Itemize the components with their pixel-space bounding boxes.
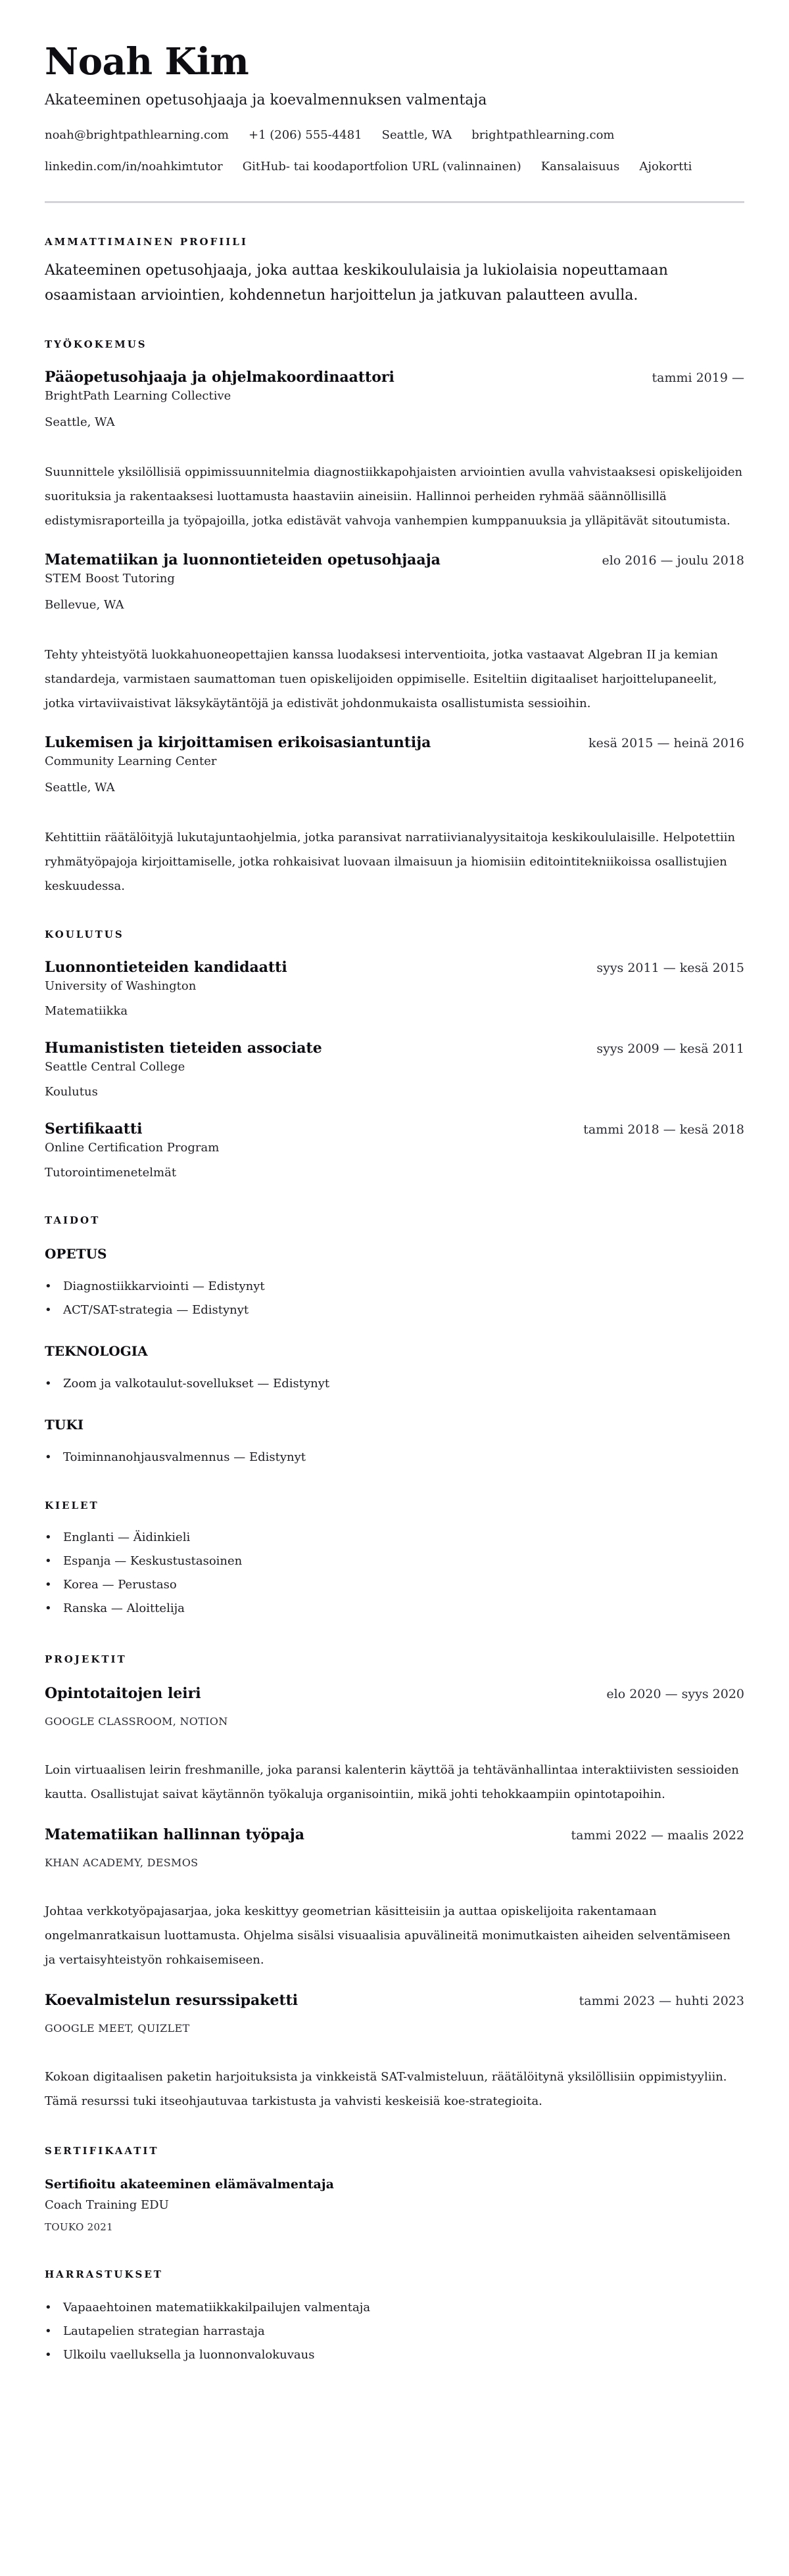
- section-title-hobbies: HARRASTUKSET: [45, 2268, 163, 2280]
- project-dates: tammi 2022 — maalis 2022: [571, 1828, 744, 1843]
- section-title-languages: KIELET: [45, 1500, 99, 1511]
- header-divider: [45, 201, 744, 203]
- language-item: • Englanti — Äidinkieli: [45, 1526, 744, 1550]
- projects-section: [45, 1652, 744, 2113]
- skill-list: [45, 1372, 744, 1396]
- hobby-item: • Lautapelien strategian harrastaja: [45, 2320, 744, 2343]
- certificate-name: Sertifioitu akateeminen elämävalmentaja: [45, 2177, 334, 2192]
- language-item: • Ranska — Aloittelija: [45, 1597, 744, 1621]
- skill-item: • ACT/SAT-strategia — Edistynyt: [45, 1299, 744, 1322]
- language-item: • Korea — Perustaso: [45, 1573, 744, 1597]
- field-of-study: Tutorointimenetelmät: [45, 1166, 177, 1180]
- certificates-section: [45, 2144, 744, 2234]
- section-title-profile: AMMATTIMAINEN PROFIILI: [45, 236, 248, 248]
- job-description: Kehtittiin räätälöityjä lukutajuntaohjelmia, jotka paransivat narratiivianalyysitaitoja keskikoululaisille. Helpotettiin ryhmätyöpajoja kirjoittamiselle, jotka rohkaisivat luovaan ilmaisuun ja hiomisiin editointitekniikoissa osallistujien keskuudessa.: [45, 831, 736, 893]
- project-name: Opintotaitojen leiri: [45, 1685, 201, 1702]
- skill-list: [45, 1446, 744, 1469]
- skill-item: • Zoom ja valkotaulut-sovellukset — Edistynyt: [45, 1372, 744, 1396]
- skill-list: [45, 1275, 744, 1322]
- section-title-projects: PROJEKTIT: [45, 1653, 127, 1665]
- school-name: Seattle Central College: [45, 1060, 185, 1074]
- degree-dates: syys 2011 — kesä 2015: [596, 961, 744, 975]
- project-tech: KHAN ACADEMY, DESMOS: [45, 1856, 199, 1869]
- contact-info: [45, 120, 744, 183]
- project-dates: tammi 2023 — huhti 2023: [579, 1994, 744, 2008]
- profile-summary: Akateeminen opetusohjaaja, joka auttaa keskikoululaisia ja lukiolaisia nopeuttamaan osaamistaan arviointien, kohdennetun harjoittelun ja jatkuvan palautteen avulla.: [45, 262, 668, 304]
- job-dates: kesä 2015 — heinä 2016: [588, 736, 744, 750]
- project-tech: GOOGLE CLASSROOM, NOTION: [45, 1715, 228, 1728]
- project-description: Loin virtuaalisen leirin freshmanille, joka paransi kalenterin käyttöä ja tehtävänhallintaa interaktiivisten sessioiden kautta. Osallistujat saivat käytännön työkaluja organisointiin, mikä johti tehokkaampiin opintotapoihin.: [45, 1763, 739, 1801]
- skills-section: [45, 1213, 744, 1469]
- hobbies-section: [45, 2267, 744, 2367]
- hobby-item: • Vapaaehtoinen matematiikkakilpailujen valmentaja: [45, 2296, 744, 2320]
- field-of-study: Matematiikka: [45, 1004, 128, 1018]
- language-list: [45, 1526, 744, 1621]
- job-location: Seattle, WA: [45, 781, 115, 794]
- project-description: Kokoan digitaalisen paketin harjoituksista ja vinkkeistä SAT-valmisteluun, räätälöitynä yksilöllisiin oppimistyyliin. Tämä resurssi tuki itseohjautuvaa tarkistusta ja vahvisti keskeisiä koe-strategioita.: [45, 2070, 727, 2108]
- education-entry: [45, 957, 744, 1020]
- contact-linkedin[interactable]: linkedin.com/in/noahkimtutor: [45, 160, 223, 173]
- hobby-list: [45, 2296, 744, 2367]
- job-description: Suunnittele yksilöllisiä oppimissuunnitelmia diagnostiikkapohjaisten arviointien avulla vahvistaaksesi opiskelijoiden suorituksia ja rakentaaksesi luottamusta haastaviin aineisiin. Hallinnoi perheiden ryhmää säännöllisillä edistymisraporteilla ja työpajoilla, jotka edistävät vahvoja vanhempien kumppanuuksia ja ylläpitävät sitoutumista.: [45, 465, 743, 528]
- contact-location: Seattle, WA: [381, 128, 452, 142]
- job-dates: elo 2016 — joulu 2018: [602, 553, 744, 568]
- project-name: Koevalmistelun resurssipaketti: [45, 1992, 299, 2009]
- experience-entry: [45, 733, 744, 898]
- contact-website[interactable]: brightpathlearning.com: [471, 128, 615, 142]
- skill-category-title: OPETUS: [45, 1246, 107, 1262]
- skill-category-title: TEKNOLOGIA: [45, 1343, 148, 1359]
- job-dates: tammi 2019 —: [652, 371, 744, 385]
- experience-entry: [45, 550, 744, 716]
- project-entry: [45, 1825, 744, 1972]
- education-section: [45, 927, 744, 1182]
- job-company: Community Learning Center: [45, 754, 217, 768]
- section-title-education: KOULUTUS: [45, 929, 124, 940]
- skill-item: • Toiminnanohjausvalmennus — Edistynyt: [45, 1446, 744, 1469]
- degree-title: Humanististen tieteiden associate: [45, 1040, 322, 1057]
- candidate-headline: Akateeminen opetusohjaaja ja koevalmennuksen valmentaja: [45, 92, 487, 108]
- school-name: University of Washington: [45, 979, 197, 993]
- field-of-study: Koulutus: [45, 1085, 98, 1099]
- language-item: • Espanja — Keskustustasoinen: [45, 1550, 744, 1573]
- job-title: Matematiikan ja luonnontieteiden opetusohjaaja: [45, 551, 441, 568]
- skill-item: • Diagnostiikkarviointi — Edistynyt: [45, 1275, 744, 1299]
- contact-email[interactable]: noah@brightpathlearning.com: [45, 128, 229, 142]
- job-location: Seattle, WA: [45, 415, 115, 429]
- experience-entry: [45, 367, 744, 533]
- job-title: Pääopetusohjaaja ja ohjelmakoordinaattori: [45, 369, 394, 386]
- project-entry: [45, 1990, 744, 2113]
- section-title-certificates: SERTIFIKAATIT: [45, 2145, 159, 2157]
- education-entry: [45, 1038, 744, 1101]
- job-location: Bellevue, WA: [45, 598, 124, 612]
- job-company: STEM Boost Tutoring: [45, 572, 175, 586]
- contact-drivers-license: Ajokortti: [639, 160, 692, 173]
- project-name: Matematiikan hallinnan työpaja: [45, 1826, 305, 1843]
- skill-category-title: TUKI: [45, 1417, 84, 1433]
- contact-github[interactable]: GitHub- tai koodaportfolion URL (valinnainen): [242, 160, 521, 173]
- degree-dates: syys 2009 — kesä 2011: [596, 1042, 744, 1056]
- job-title: Lukemisen ja kirjoittamisen erikoisasiantuntija: [45, 734, 431, 751]
- section-title-skills: TAIDOT: [45, 1214, 101, 1226]
- job-description: Tehty yhteistyötä luokkahuoneopettajien kanssa luodaksesi interventioita, jotka vastaavat Algebran II ja kemian standardeja, varmistaen saumattoman tuen opiskelijoiden oppimiselle. Esiteltiin digitaaliset harjoittelupaneelit, jotka virtaviivaistivat läksykäytäntöjä ja edistivät johdonmukaista osallistumista sessioihin.: [45, 648, 718, 710]
- degree-dates: tammi 2018 — kesä 2018: [583, 1122, 744, 1137]
- school-name: Online Certification Program: [45, 1141, 220, 1155]
- contact-phone[interactable]: +1 (206) 555-4481: [248, 128, 362, 142]
- project-tech: GOOGLE MEET, QUIZLET: [45, 2022, 190, 2035]
- languages-section: [45, 1498, 744, 1621]
- hobby-item: • Ulkoilu vaelluksella ja luonnonvalokuvaus: [45, 2343, 744, 2367]
- profile-section: [45, 235, 744, 308]
- project-description: Johtaa verkkotyöpajasarjaa, joka keskittyy geometrian käsitteisiin ja auttaa opiskelijoita rakentamaan ongelmanratkaisun luottamusta. Ohjelma sisälsi visuaalisia apuvälineitä monimutkaisten aiheiden selventämiseen ja vertaisyhteistyön rohkaisemiseen.: [45, 1904, 730, 1967]
- certificate-issuer: Coach Training EDU: [45, 2198, 169, 2212]
- degree-title: Luonnontieteiden kandidaatti: [45, 959, 287, 976]
- experience-section: [45, 337, 744, 898]
- project-entry: [45, 1684, 744, 1806]
- resume-header: [45, 38, 744, 203]
- job-company: BrightPath Learning Collective: [45, 389, 231, 403]
- project-dates: elo 2020 — syys 2020: [606, 1687, 744, 1701]
- degree-title: Sertifikaatti: [45, 1120, 143, 1138]
- section-title-experience: TYÖKOKEMUS: [45, 338, 147, 350]
- candidate-name: Noah Kim: [45, 40, 249, 83]
- contact-citizenship: Kansalaisuus: [540, 160, 620, 173]
- certificate-date: TOUKO 2021: [45, 2221, 113, 2233]
- education-entry: [45, 1119, 744, 1182]
